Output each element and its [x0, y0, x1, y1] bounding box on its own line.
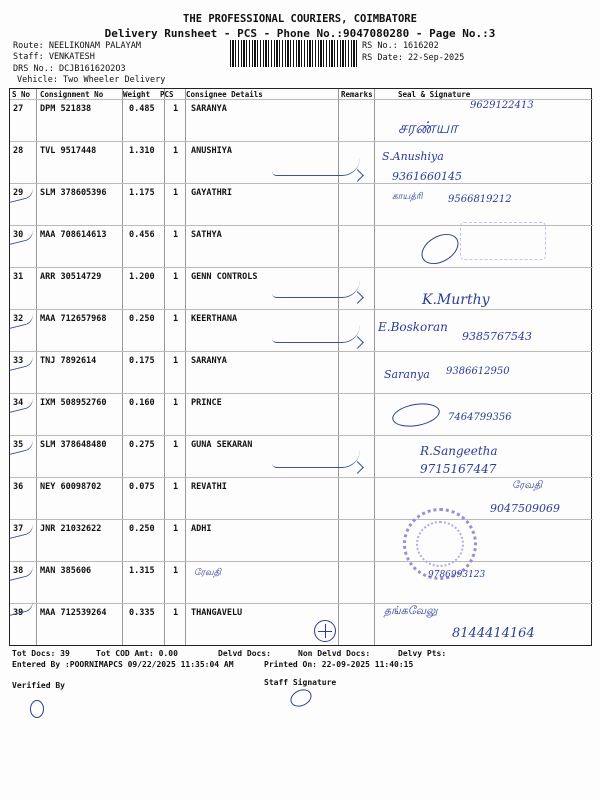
consignee-name: REVATHI [191, 482, 227, 492]
handwritten-signature: R.Sangeetha [420, 444, 498, 458]
handwritten-signature: தங்கவேலு [384, 604, 438, 617]
serial-number: 34 [13, 398, 24, 408]
consignment-number: SLM 378605396 [40, 188, 107, 198]
rs-date: RS Date: 22-Sep-2025 [362, 53, 465, 63]
weight-value: 0.456 [129, 230, 155, 240]
handwritten-signature: Saranya [384, 368, 430, 381]
handwritten-signature: ரேவதி [512, 480, 543, 491]
weight-value: 1.175 [129, 188, 155, 198]
barcode [230, 40, 358, 67]
table-row [10, 561, 593, 603]
serial-number: 29 [13, 188, 24, 198]
consignee-name: SATHYA [191, 230, 222, 240]
staff-signature-label: Staff Signature [264, 678, 337, 687]
serial-number: 35 [13, 440, 24, 450]
pen-arrow [272, 450, 360, 468]
weight-value: 0.175 [129, 356, 155, 366]
serial-number: 31 [13, 272, 24, 282]
consignment-number: JNR 21032622 [40, 524, 102, 534]
handwritten-signature: S.Anushiya [382, 150, 444, 163]
handwritten-phone: 9047509069 [490, 502, 560, 515]
pen-arrow [272, 325, 360, 343]
handwritten-phone: 8144414164 [452, 626, 535, 641]
pieces-count: 1 [173, 188, 179, 198]
pieces-count: 1 [173, 314, 179, 324]
header-seal-signature: Seal & Signature [398, 90, 471, 99]
handwritten-phone: 9385767543 [462, 330, 532, 343]
consignment-number: TNJ 7892614 [40, 356, 97, 366]
consignee-name: GENN CONTROLS [191, 272, 258, 282]
pen-arrow [272, 280, 360, 298]
weight-value: 0.075 [129, 482, 155, 492]
delivered-docs: Delvd Docs: [218, 649, 271, 658]
consignment-number: DPM 521838 [40, 104, 92, 114]
non-delivered-docs: Non Delvd Docs: [298, 649, 371, 658]
serial-number: 27 [13, 104, 24, 114]
delivery-points: Delvy Pts: [398, 649, 447, 658]
rs-number: RS No.: 1616202 [362, 41, 439, 51]
handwritten-signature: E.Boskoran [378, 320, 448, 334]
pieces-count: 1 [173, 104, 179, 114]
weight-value: 0.275 [129, 440, 155, 450]
handwritten-signature: ரேவதி [194, 568, 222, 578]
pieces-count: 1 [173, 398, 179, 408]
verifier-signature [30, 700, 44, 718]
verified-by-label: Verified By [12, 681, 65, 690]
consignee-name: ADHI [191, 524, 212, 534]
consignee-name: GAYATHRI [191, 188, 232, 198]
entered-by: Entered By :POORNIMAPCS 09/22/2025 11:35:04 AM [12, 660, 234, 669]
pieces-count: 1 [173, 608, 179, 618]
pieces-count: 1 [173, 440, 179, 450]
handwritten-signature: K.Murthy [422, 292, 490, 308]
pieces-count: 1 [173, 272, 179, 282]
circled-plus-mark [314, 620, 336, 642]
pieces-count: 1 [173, 146, 179, 156]
handwritten-phone: 9786993123 [428, 570, 486, 580]
consignment-number: MAA 708614613 [40, 230, 107, 240]
pieces-count: 1 [173, 524, 179, 534]
pieces-count: 1 [173, 566, 179, 576]
consignee-name: SARANYA [191, 104, 227, 114]
consignment-number: MAA 712539264 [40, 608, 107, 618]
serial-number: 30 [13, 230, 24, 240]
consignee-name: PRINCE [191, 398, 222, 408]
route-label: Route: NEELIKONAM PALAYAM [13, 41, 141, 51]
table-row [10, 519, 593, 561]
serial-number: 36 [13, 482, 24, 492]
consignee-name: ANUSHIYA [191, 146, 232, 156]
consignment-number: MAA 712657968 [40, 314, 107, 324]
consignee-name: KEERTHANA [191, 314, 238, 324]
pieces-count: 1 [173, 230, 179, 240]
serial-number: 39 [13, 608, 24, 618]
handwritten-phone: 9715167447 [420, 462, 497, 476]
runsheet-subtitle: Delivery Runsheet - PCS - Phone No.:9047080280 - Page No.:3 [104, 27, 496, 40]
pieces-count: 1 [173, 482, 179, 492]
pieces-count: 1 [173, 356, 179, 366]
handwritten-phone: 9361660145 [392, 170, 462, 183]
serial-number: 33 [13, 356, 24, 366]
serial-number: 32 [13, 314, 24, 324]
consignment-number: IXM 508952760 [40, 398, 107, 408]
header-weight: Weight [123, 90, 151, 99]
weight-value: 0.335 [129, 608, 155, 618]
serial-number: 38 [13, 566, 24, 576]
consignee-name: SARANYA [191, 356, 227, 366]
company-title: THE PROFESSIONAL COURIERS, COIMBATORE [183, 13, 417, 25]
staff-label: Staff: VENKATESH [13, 52, 95, 62]
weight-value: 0.160 [129, 398, 155, 408]
total-cod-amount: Tot COD Amt: 0.00 [96, 649, 178, 658]
header-pcs: PCS [160, 90, 174, 99]
weight-value: 1.310 [129, 146, 155, 156]
drs-number: DRS No.: DCJB16162O2O3 [13, 64, 126, 74]
consignment-number: NEY 60098702 [40, 482, 102, 492]
header-remarks: Remarks [341, 90, 373, 99]
vehicle-label: Vehicle: Two Wheeler Delivery [17, 75, 166, 85]
header-sno: S No [12, 90, 31, 99]
handwritten-signature: காயத்ரி [392, 192, 423, 202]
consignee-name: THANGAVELU [191, 608, 243, 618]
weight-value: 0.485 [129, 104, 155, 114]
consignment-number: ARR 30514729 [40, 272, 102, 282]
staff-signature [288, 686, 315, 710]
serial-number: 28 [13, 146, 24, 156]
consignee-name: GUNA SEKARAN [191, 440, 253, 450]
consignment-number: TVL 9517448 [40, 146, 97, 156]
total-docs: Tot Docs: 39 [12, 649, 70, 658]
handwritten-phone: 9386612950 [446, 366, 510, 377]
weight-value: 1.315 [129, 566, 155, 576]
consignment-number: MAN 385606 [40, 566, 92, 576]
printed-on: Printed On: 22-09-2025 11:40:15 [264, 660, 414, 669]
handwritten-phone: 7464799356 [448, 412, 512, 423]
pen-arrow [272, 158, 360, 176]
consignment-number: SLM 378648480 [40, 440, 107, 450]
handwritten-phone: 9566819212 [448, 194, 512, 205]
header-consignment: Consignment No [40, 90, 104, 99]
weight-value: 0.250 [129, 524, 155, 534]
header-consignee: Consignee Details [186, 90, 263, 99]
weight-value: 1.200 [129, 272, 155, 282]
handwritten-phone: 9629122413 [470, 100, 534, 111]
faint-stamp [460, 222, 546, 260]
serial-number: 37 [13, 524, 24, 534]
handwritten-signature: சரண்யா [398, 118, 458, 137]
weight-value: 0.250 [129, 314, 155, 324]
